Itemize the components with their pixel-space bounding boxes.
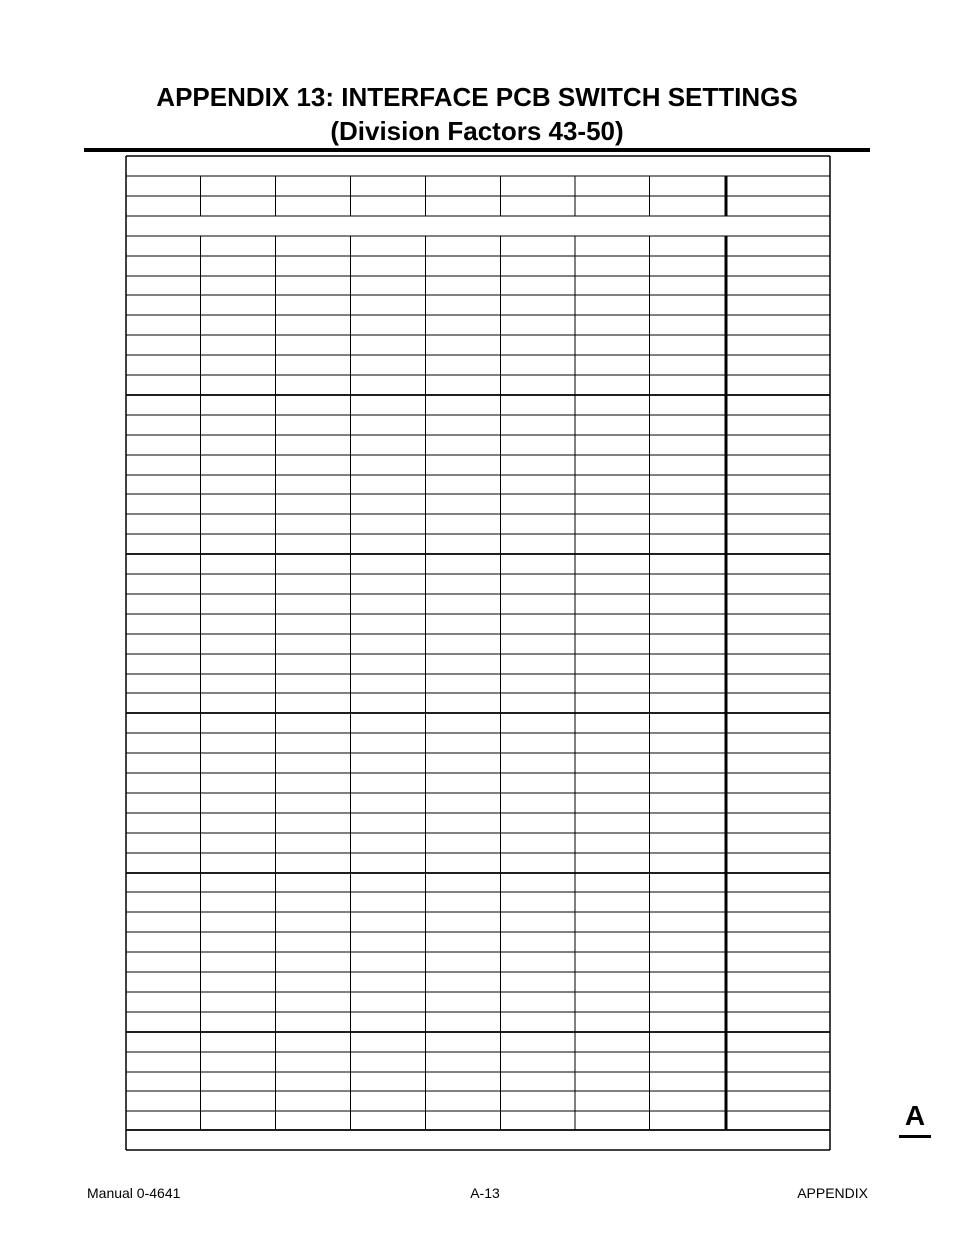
page-title-line-2: (Division Factors 43-50) bbox=[330, 116, 624, 146]
page-title-line-1: APPENDIX 13: INTERFACE PCB SWITCH SETTINGS bbox=[156, 82, 798, 112]
appendix-tab-letter: A bbox=[904, 1100, 926, 1131]
footer-section-name: APPENDIX bbox=[797, 1185, 868, 1201]
table-grid-lines bbox=[126, 156, 830, 1150]
footer-page-number: A-13 bbox=[470, 1185, 500, 1201]
appendix-tab-underline bbox=[899, 1135, 931, 1138]
footer-manual-number: Manual 0-4641 bbox=[87, 1185, 181, 1201]
